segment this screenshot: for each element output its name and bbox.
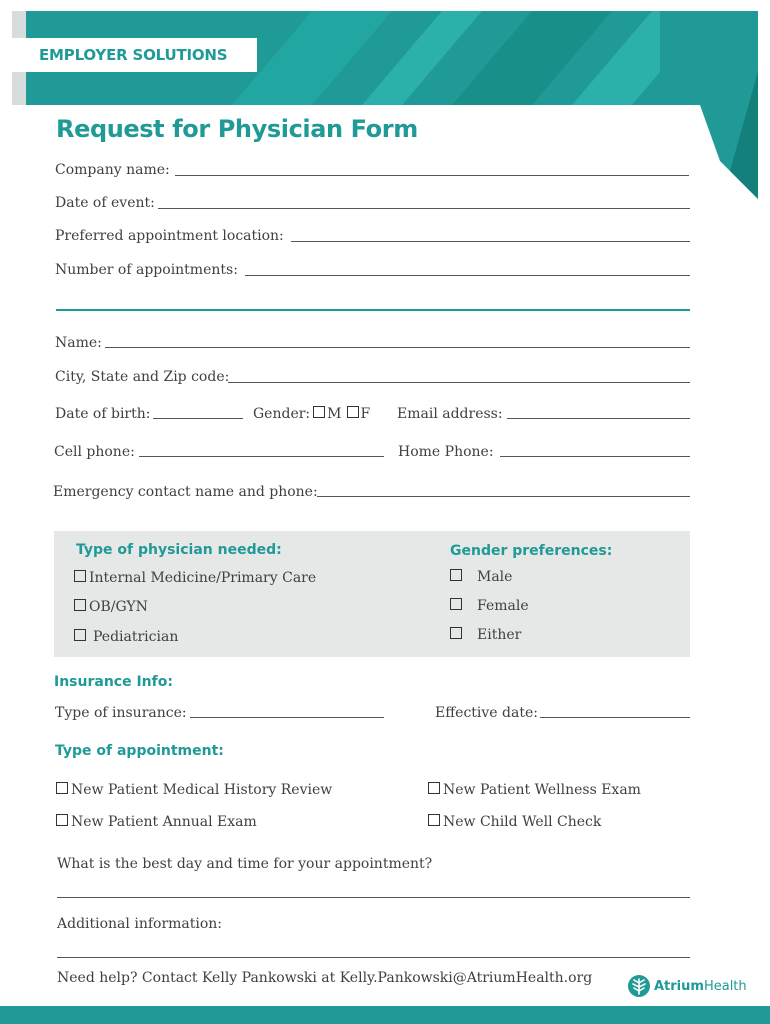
option-label: Male (477, 569, 513, 585)
checkbox-icon[interactable] (428, 814, 440, 826)
name-label: Name: (55, 335, 102, 351)
appt-option-history[interactable] (56, 782, 332, 798)
option-label: Female (477, 598, 529, 614)
additional-info-field[interactable] (57, 957, 690, 958)
atrium-tree-icon (627, 974, 651, 1002)
insurance-type-label: Type of insurance: (55, 705, 187, 721)
checkbox-icon[interactable] (428, 782, 440, 794)
checkbox-icon[interactable] (450, 598, 462, 610)
checkbox-icon[interactable] (56, 814, 68, 826)
home-phone-field[interactable] (500, 456, 690, 457)
atrium-health-logo (654, 979, 747, 994)
section-divider (56, 309, 690, 311)
city-label: City, State and Zip code: (55, 369, 230, 385)
option-label: OB/GYN (89, 599, 148, 615)
date-of-event-label: Date of event: (55, 195, 155, 211)
best-time-field[interactable] (57, 897, 690, 898)
page-title: Request for Physician Form (56, 115, 418, 143)
gender-m-checkbox[interactable] (313, 406, 325, 418)
gender-pref-either[interactable] (450, 627, 521, 643)
company-name-field[interactable] (175, 175, 689, 176)
insurance-heading: Insurance Info: (54, 674, 173, 690)
home-phone-label: Home Phone: (398, 444, 494, 460)
location-field[interactable] (291, 241, 690, 242)
gender-f-label: F (360, 406, 371, 422)
option-label: New Patient Medical History Review (71, 782, 333, 798)
emergency-field[interactable] (317, 496, 690, 497)
brand-label: EMPLOYER SOLUTIONS (39, 46, 228, 64)
physician-option-obgyn[interactable] (74, 599, 148, 615)
physician-option-internal[interactable] (74, 570, 316, 586)
appt-option-annual[interactable] (56, 814, 257, 830)
checkbox-icon[interactable] (450, 627, 462, 639)
option-label: New Patient Annual Exam (71, 814, 257, 830)
checkbox-icon[interactable] (450, 569, 462, 581)
appointments-count-field[interactable] (245, 275, 690, 276)
checkbox-icon[interactable] (74, 570, 86, 582)
date-of-event-field[interactable] (158, 208, 690, 209)
dob-label: Date of birth: (55, 406, 151, 422)
dob-field[interactable] (153, 418, 243, 419)
appt-option-child[interactable] (428, 814, 601, 830)
best-time-label: What is the best day and time for your appointment? (57, 856, 433, 872)
company-name-label: Company name: (55, 162, 170, 178)
gender-f-checkbox[interactable] (347, 406, 359, 418)
checkbox-icon[interactable] (74, 599, 86, 611)
logo-bold-text: Atrium (654, 979, 704, 994)
physician-type-heading: Type of physician needed: (76, 542, 282, 558)
help-text: Need help? Contact Kelly Pankowski at Kelly.Pankowski@AtriumHealth.org (57, 970, 593, 986)
gender-m-label: M (327, 406, 342, 422)
footer-bar (0, 1006, 770, 1024)
email-label: Email address: (397, 406, 503, 422)
option-label: Either (477, 627, 522, 643)
location-label: Preferred appointment location: (55, 228, 284, 244)
checkbox-icon[interactable] (56, 782, 68, 794)
physician-option-pediatrician[interactable] (74, 629, 178, 645)
appointments-count-label: Number of appointments: (55, 262, 238, 278)
cell-phone-label: Cell phone: (54, 444, 135, 460)
checkbox-icon[interactable] (74, 629, 86, 641)
insurance-type-field[interactable] (190, 717, 384, 718)
gender-pref-female[interactable] (450, 598, 529, 614)
gender-label: Gender: (253, 406, 311, 422)
additional-info-label: Additional information: (57, 916, 223, 932)
gender-group (253, 406, 370, 422)
appointment-type-heading: Type of appointment: (55, 743, 224, 759)
gender-pref-heading: Gender preferences: (450, 543, 613, 559)
option-label: Internal Medicine/Primary Care (89, 570, 317, 586)
option-label: Pediatrician (93, 629, 179, 645)
option-label: New Child Well Check (443, 814, 602, 830)
gender-pref-male[interactable] (450, 569, 512, 585)
email-field[interactable] (507, 418, 690, 419)
header-corner (660, 11, 760, 201)
appt-option-wellness[interactable] (428, 782, 641, 798)
logo-light-text: Health (703, 979, 747, 994)
cell-phone-field[interactable] (139, 456, 384, 457)
effective-date-label: Effective date: (435, 705, 538, 721)
emergency-label: Emergency contact name and phone: (53, 484, 318, 500)
effective-date-field[interactable] (540, 717, 690, 718)
option-label: New Patient Wellness Exam (443, 782, 641, 798)
city-field[interactable] (228, 382, 690, 383)
name-field[interactable] (105, 347, 690, 348)
